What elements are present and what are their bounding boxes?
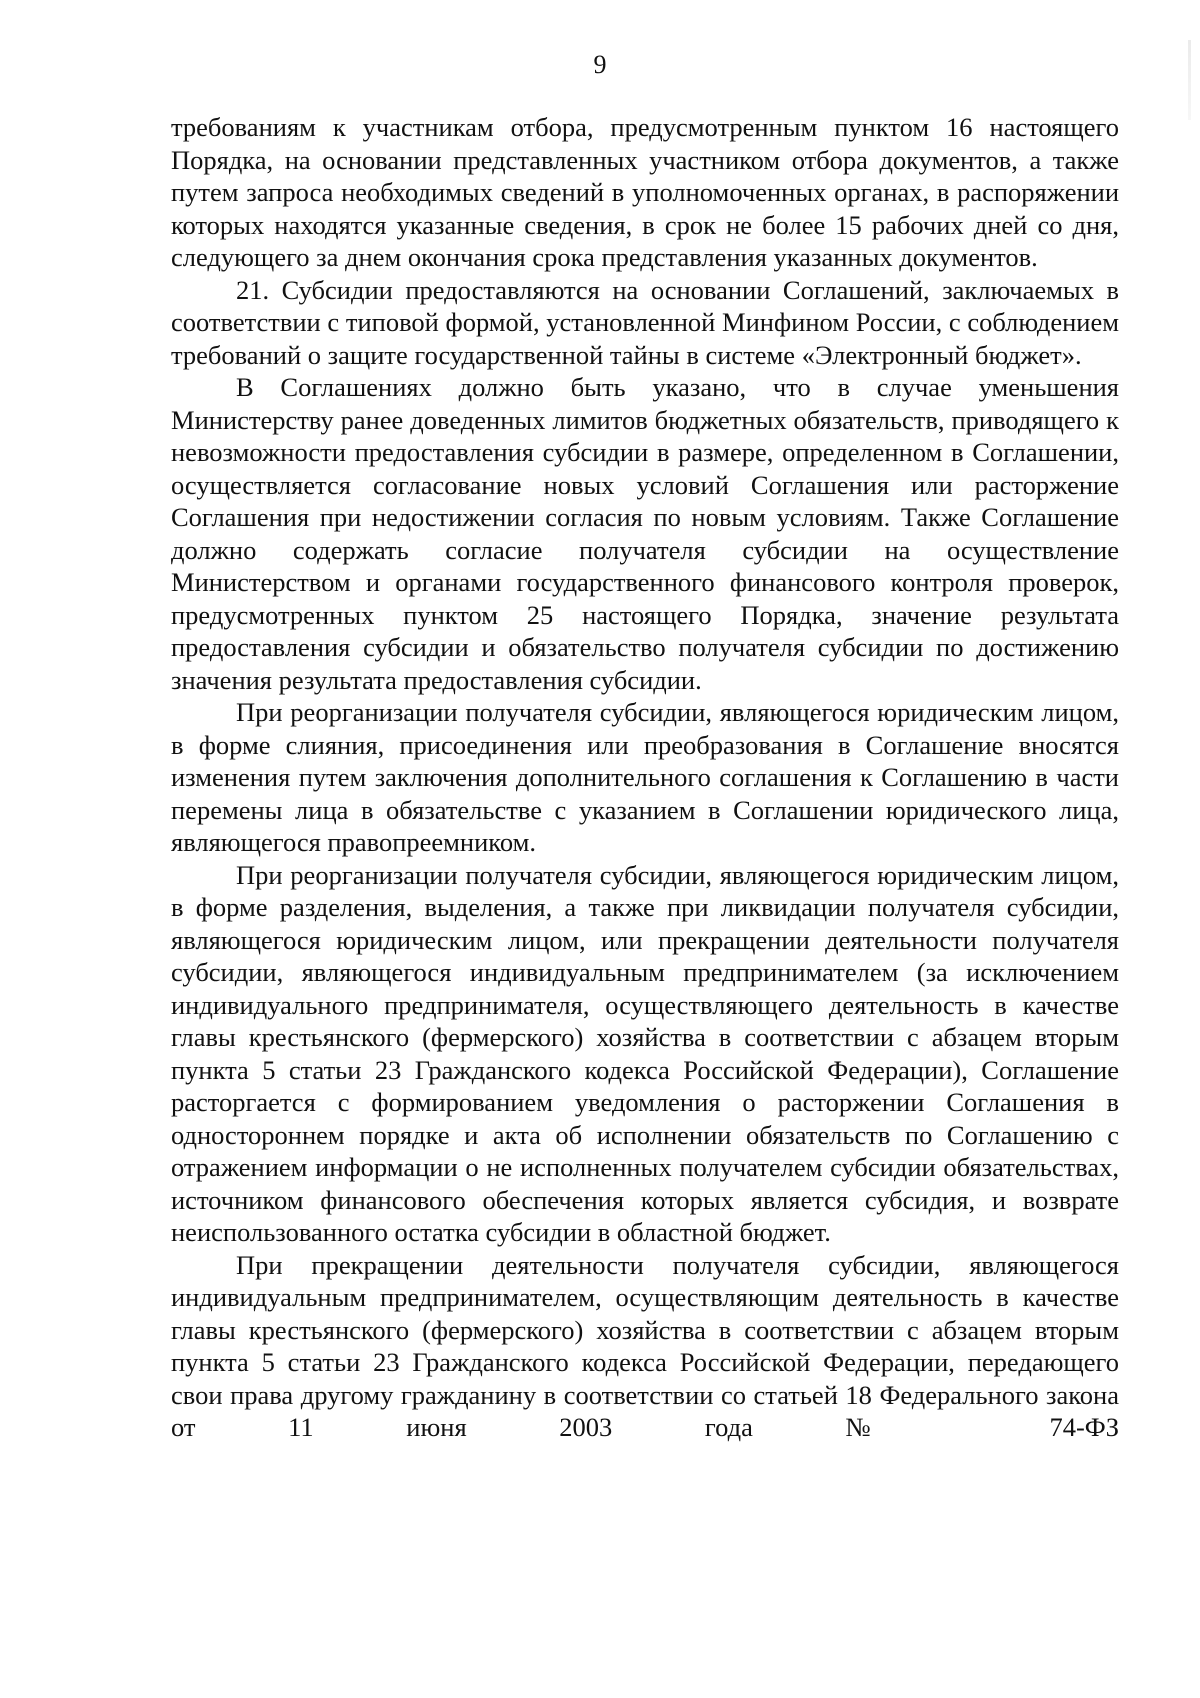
paragraph-reorganization-division: При реорганизации получателя субсидии, являющегося юридическим лицом, в форме разделения, выделения, а также при ликвидации получателя субсидии, являющегося юридическим лицом, или прекращении деятельности получателя субсидии, являющегося индивидуальным предпринимателем (за исключением индивидуального предпринимателя, осуществляющего деятельность в качестве главы крестьянского (фермерского) хозяйства в соответствии с абзацем вторым пункта 5 статьи 23 Гражданского кодекса Российской Федерации), Соглашение расторгается с формированием уведомления о расторжении Соглашения в одностороннем порядке и акта об исполнении обязательств по Соглашению с отражением информации о не исполненных получателем субсидии обязательствах, источником финансового обеспечения которых является субсидия, и возврате неиспользованного остатка субсидии в областной бюджет. xyxy=(171,859,1119,1247)
document-body xyxy=(171,111,1119,1444)
paragraph-termination-farm: При прекращении деятельности получателя субсидии, являющегося индивидуальным предпринимателем, осуществляющим деятельность в качестве главы крестьянского (фермерского) хозяйства в соответствии с абзацем вторым пункта 5 статьи 23 Гражданского кодекса Российской Федерации, передающего свои права другому гражданину в соответствии со статьей 18 Федерального закона от 11 июня 2003 года № 74-ФЗ xyxy=(171,1249,1119,1442)
paragraph-reorganization-merger: При реорганизации получателя субсидии, являющегося юридическим лицом, в форме слияния, присоединения или преобразования в Соглашение вносятся изменения путем заключения дополнительного соглашения к Соглашению в части перемены лица в обязательстве с указанием в Соглашении юридического лица, являющегося правопреемником. xyxy=(171,697,1119,857)
paragraph-clause-21: 21. Субсидии предоставляются на основании Соглашений, заключаемых в соответствии с типовой формой, установленной Минфином России, с соблюдением требований о защите государственной тайны в системе «Электронный бюджет». xyxy=(171,274,1119,370)
page-number: 9 xyxy=(593,50,607,79)
paragraph-agreement-terms: В Соглашениях должно быть указано, что в случае уменьшения Министерству ранее доведенных лимитов бюджетных обязательств, приводящего к невозможности предоставления субсидии в размере, определенном в Соглашении, осуществляется согласование новых условий Соглашения или расторжение Соглашения при недостижении согласия по новым условиям. Также Соглашение должно содержать согласие получателя субсидии на осуществление Министерством и органами государственного финансового контроля проверок, предусмотренных пунктом 25 настоящего Порядка, значение результата предоставления субсидии и обязательство получателя субсидии по достижению значения результата предоставления субсидии. xyxy=(171,372,1119,695)
paragraph-continuation: требованиям к участникам отбора, предусмотренным пунктом 16 настоящего Порядка, на основании представленных участником отбора документов, а также путем запроса необходимых сведений в уполномоченных органах, в распоряжении которых находятся указанные сведения, в срок не более 15 рабочих дней со дня, следующего за днем окончания срока представления указанных документов. xyxy=(171,112,1119,272)
